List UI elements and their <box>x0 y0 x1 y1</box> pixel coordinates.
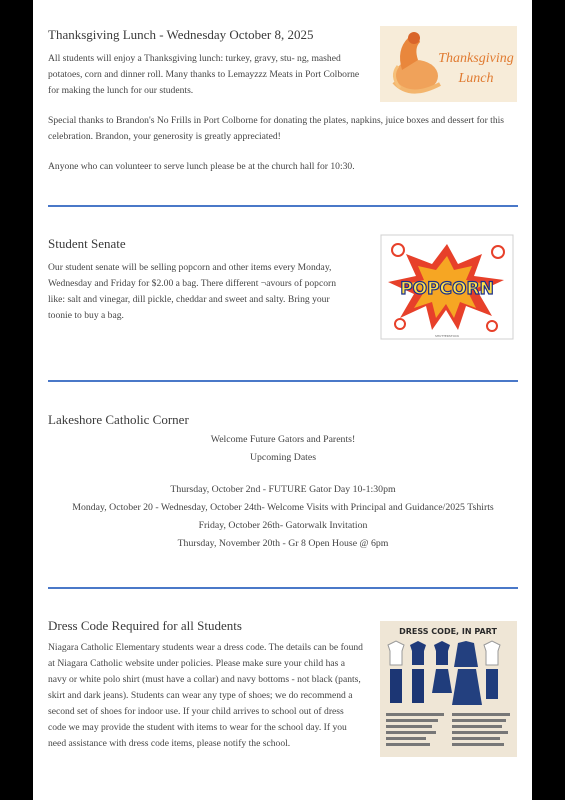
student-senate-paragraph: Our student senate will be selling popcorn and other items every Monday, Wednesday and Friday for $2.00 a bag. There different ¬avours of popcorn like: salt and vinegar, dill pickle, cheddar and sweet and salty. Bring your toonie to buy a bag. <box>48 262 337 321</box>
thanksgiving-title: Thanksgiving Lunch - Wednesday October 8, 2025 <box>48 27 314 42</box>
section-divider <box>48 380 518 382</box>
thanksgiving-lunch-image <box>380 26 517 102</box>
dress-code-title: Dress Code Required for all Students <box>48 618 242 633</box>
section-divider <box>48 205 518 207</box>
popcorn-image <box>380 234 514 340</box>
lakeshore-date-3: Friday, October 26th- Gatorwalk Invitation <box>198 520 368 531</box>
newsletter-page <box>33 0 532 800</box>
right-black-bar <box>532 0 565 800</box>
dress-code-paragraph: Niagara Catholic Elementary students wear a dress code. The details can be found at Niagara Catholic website under policies. Please make sure your child has a navy or white polo shirt (must have a collar) and navy bottoms - not black (pants, skirt and dark jeans). Students can wear any type of shoes; we do recommend a second set of shoes for indoor use. If your child arrives to school out of dress code we may provide the student with items to wear for the school day. If you need assistance with dress code items, please notify the school. <box>48 642 363 749</box>
dress-code-section <box>48 618 518 752</box>
student-senate-title: Student Senate <box>48 236 126 251</box>
svg-text:Lunch: Lunch <box>458 71 494 86</box>
thanksgiving-paragraph-3: Anyone who can volunteer to serve lunch please be at the church hall for 10:30. <box>48 161 355 172</box>
section-divider <box>48 587 518 589</box>
svg-text:Thanksgiving: Thanksgiving <box>438 51 514 66</box>
lakeshore-section <box>48 412 518 553</box>
lakeshore-date-4: Thursday, November 20th - Gr 8 Open House @ 6pm <box>177 538 389 549</box>
lakeshore-welcome: Welcome Future Gators and Parents! <box>210 434 356 445</box>
svg-text:POPCORN: POPCORN <box>400 279 494 299</box>
lakeshore-date-2: Monday, October 20 - Wednesday, October 24th- Welcome Visits with Principal and Guidance/2025 Tshirts <box>72 502 494 513</box>
student-senate-section <box>48 236 518 338</box>
lakeshore-date-1: Thursday, October 2nd - FUTURE Gator Day 10-1:30pm <box>170 484 396 495</box>
thanksgiving-section <box>48 27 518 175</box>
lakeshore-upcoming-heading: Upcoming Dates <box>249 452 317 463</box>
left-black-bar <box>0 0 33 800</box>
thanksgiving-paragraph-2: Special thanks to Brandon's No Frills in Port Colborne for donating the plates, napkins, juice boxes and dessert for this celebration. Brandon, your generosity is greatly appreciated! <box>48 115 505 142</box>
dress-code-image <box>380 621 517 757</box>
lakeshore-title: Lakeshore Catholic Corner <box>48 412 189 427</box>
svg-text:SHUTTERSTOCK: SHUTTERSTOCK <box>434 334 460 338</box>
svg-text:DRESS CODE, IN PART: DRESS CODE, IN PART <box>399 627 497 636</box>
thanksgiving-paragraph-1: All students will enjoy a Thanksgiving lunch: turkey, gravy, stu- ng, mashed potatoes, corn and dinner roll. Many thanks to Lemayzzz Meats in Port Colborne for making the lunch for our students. <box>48 53 360 96</box>
